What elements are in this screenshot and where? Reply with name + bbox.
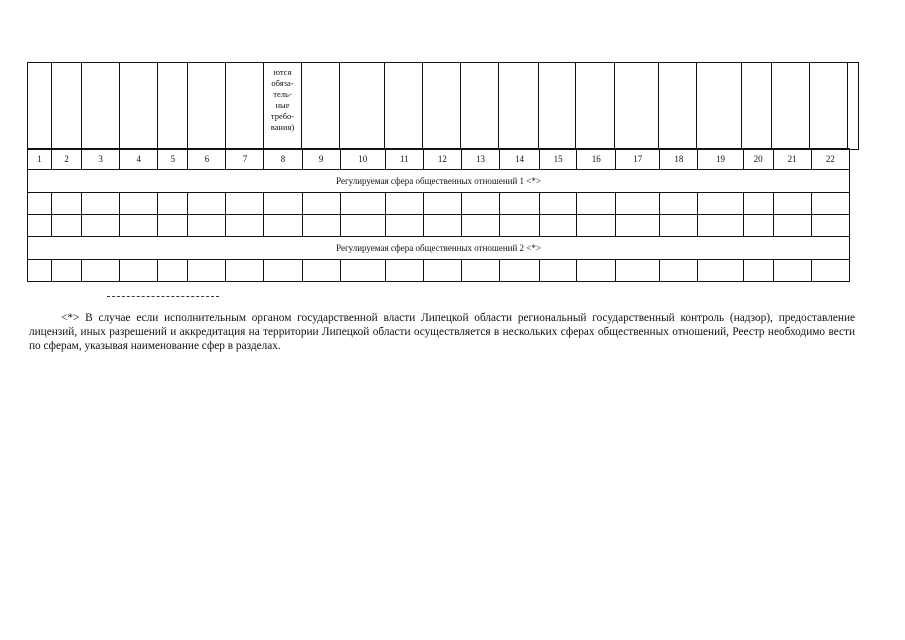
table-cell bbox=[264, 215, 302, 237]
column-number: 13 bbox=[461, 149, 499, 170]
table-cell bbox=[461, 260, 499, 282]
header-cell bbox=[302, 63, 340, 150]
registry-table bbox=[27, 148, 850, 282]
table-cell bbox=[28, 260, 52, 282]
header-cell bbox=[697, 63, 742, 150]
header-cell bbox=[120, 63, 158, 150]
sphere-row-2 bbox=[28, 237, 850, 260]
header-cell-col8 bbox=[264, 63, 302, 150]
header-line: ные bbox=[275, 100, 290, 110]
table-cell bbox=[540, 260, 577, 282]
table-cell bbox=[423, 260, 461, 282]
column-number: 14 bbox=[499, 149, 539, 170]
column-number: 19 bbox=[698, 149, 743, 170]
table-cell bbox=[82, 260, 120, 282]
column-number: 21 bbox=[773, 149, 811, 170]
header-line: обяза- bbox=[271, 78, 294, 88]
table-row bbox=[28, 193, 850, 215]
table-cell bbox=[577, 215, 616, 237]
column-number: 4 bbox=[120, 149, 158, 170]
table-cell bbox=[743, 260, 773, 282]
table-cell bbox=[577, 260, 616, 282]
header-cell bbox=[499, 63, 539, 150]
table-cell bbox=[811, 193, 849, 215]
table-cell bbox=[461, 193, 499, 215]
column-number: 18 bbox=[660, 149, 698, 170]
header-line: вания) bbox=[270, 122, 295, 132]
table-cell bbox=[660, 215, 698, 237]
table-cell bbox=[616, 193, 660, 215]
table-cell bbox=[158, 215, 188, 237]
header-cell bbox=[226, 63, 264, 150]
header-cell bbox=[539, 63, 576, 150]
table-cell bbox=[120, 193, 158, 215]
header-cell bbox=[659, 63, 697, 150]
column-number: 16 bbox=[577, 149, 616, 170]
table-cell bbox=[82, 193, 120, 215]
table-cell bbox=[660, 260, 698, 282]
header-cell bbox=[52, 63, 82, 150]
table-cell bbox=[461, 215, 499, 237]
column-number: 1 bbox=[28, 149, 52, 170]
table-cell bbox=[540, 215, 577, 237]
table-cell bbox=[616, 260, 660, 282]
table-cell bbox=[226, 215, 264, 237]
footnote-separator bbox=[107, 296, 219, 297]
table-cell bbox=[82, 215, 120, 237]
table-cell bbox=[811, 260, 849, 282]
table-cell bbox=[577, 193, 616, 215]
column-number: 12 bbox=[423, 149, 461, 170]
table-row bbox=[28, 215, 850, 237]
header-cell bbox=[158, 63, 188, 150]
column-number-row bbox=[28, 149, 850, 170]
header-cell bbox=[848, 63, 859, 150]
table-cell bbox=[226, 193, 264, 215]
column-number: 15 bbox=[540, 149, 577, 170]
header-cell bbox=[615, 63, 659, 150]
table-cell bbox=[616, 215, 660, 237]
column-number: 7 bbox=[226, 149, 264, 170]
table-cell bbox=[811, 215, 849, 237]
table-cell bbox=[158, 193, 188, 215]
table-cell bbox=[423, 215, 461, 237]
table-cell bbox=[385, 260, 423, 282]
table-cell bbox=[52, 260, 82, 282]
table-cell bbox=[743, 193, 773, 215]
table-cell bbox=[698, 193, 743, 215]
sphere-label-2: Регулируемая сфера общественных отношений 2 <*> bbox=[28, 237, 850, 260]
header-cell bbox=[423, 63, 461, 150]
header-cell bbox=[742, 63, 772, 150]
table-cell bbox=[385, 215, 423, 237]
column-number: 3 bbox=[82, 149, 120, 170]
column-number: 6 bbox=[188, 149, 226, 170]
table-cell bbox=[340, 260, 385, 282]
table-cell bbox=[302, 215, 340, 237]
column-number: 20 bbox=[743, 149, 773, 170]
sphere-label-1: Регулируемая сфера общественных отношений 1 <*> bbox=[28, 170, 850, 193]
table-cell bbox=[773, 193, 811, 215]
column-number: 17 bbox=[616, 149, 660, 170]
table-cell bbox=[540, 193, 577, 215]
table-cell bbox=[52, 215, 82, 237]
table-cell bbox=[499, 215, 539, 237]
header-line: требо- bbox=[270, 111, 295, 121]
table-cell bbox=[264, 193, 302, 215]
table-cell bbox=[743, 215, 773, 237]
header-cell bbox=[188, 63, 226, 150]
table-cell bbox=[423, 193, 461, 215]
table-cell bbox=[52, 193, 82, 215]
table-cell bbox=[264, 260, 302, 282]
table-header-continuation bbox=[27, 62, 859, 150]
column-number: 22 bbox=[811, 149, 849, 170]
column-number: 2 bbox=[52, 149, 82, 170]
header-cell bbox=[810, 63, 848, 150]
header-cell bbox=[576, 63, 615, 150]
table-cell bbox=[120, 260, 158, 282]
table-cell bbox=[28, 215, 52, 237]
table-cell bbox=[158, 260, 188, 282]
table-cell bbox=[499, 260, 539, 282]
table-cell bbox=[302, 193, 340, 215]
table-cell bbox=[773, 215, 811, 237]
column-number: 9 bbox=[302, 149, 340, 170]
column-number: 8 bbox=[264, 149, 302, 170]
footnote-text: <*> В случае если исполнительным органом государственной власти Липецкой области региональный государственный контроль (надзор), предоставление лицензий, иных разрешений и аккредитация на территории Липецкой области осуществляется в нескольких сферах общественных отношений, Реестр необходимо вести по сферам, указывая наименование сфер в разделах. bbox=[29, 312, 855, 352]
table-cell bbox=[499, 193, 539, 215]
table-cell bbox=[340, 193, 385, 215]
table-cell bbox=[698, 260, 743, 282]
table-cell bbox=[385, 193, 423, 215]
table-cell bbox=[698, 215, 743, 237]
sphere-row-1 bbox=[28, 170, 850, 193]
header-cell bbox=[340, 63, 385, 150]
header-cell bbox=[385, 63, 423, 150]
table-cell bbox=[302, 260, 340, 282]
header-cell bbox=[461, 63, 499, 150]
table-cell bbox=[188, 260, 226, 282]
header-cell bbox=[28, 63, 52, 150]
column-number: 11 bbox=[385, 149, 423, 170]
header-line: ются bbox=[273, 67, 292, 77]
table-cell bbox=[28, 193, 52, 215]
table-cell bbox=[120, 215, 158, 237]
table-cell bbox=[188, 215, 226, 237]
header-line: тель- bbox=[273, 89, 292, 99]
header-cell bbox=[772, 63, 810, 150]
table-cell bbox=[773, 260, 811, 282]
header-cell bbox=[82, 63, 120, 150]
table-cell bbox=[226, 260, 264, 282]
table-cell bbox=[188, 193, 226, 215]
table-cell bbox=[660, 193, 698, 215]
column-number: 10 bbox=[340, 149, 385, 170]
table-row bbox=[28, 260, 850, 282]
table-cell bbox=[340, 215, 385, 237]
column-number: 5 bbox=[158, 149, 188, 170]
